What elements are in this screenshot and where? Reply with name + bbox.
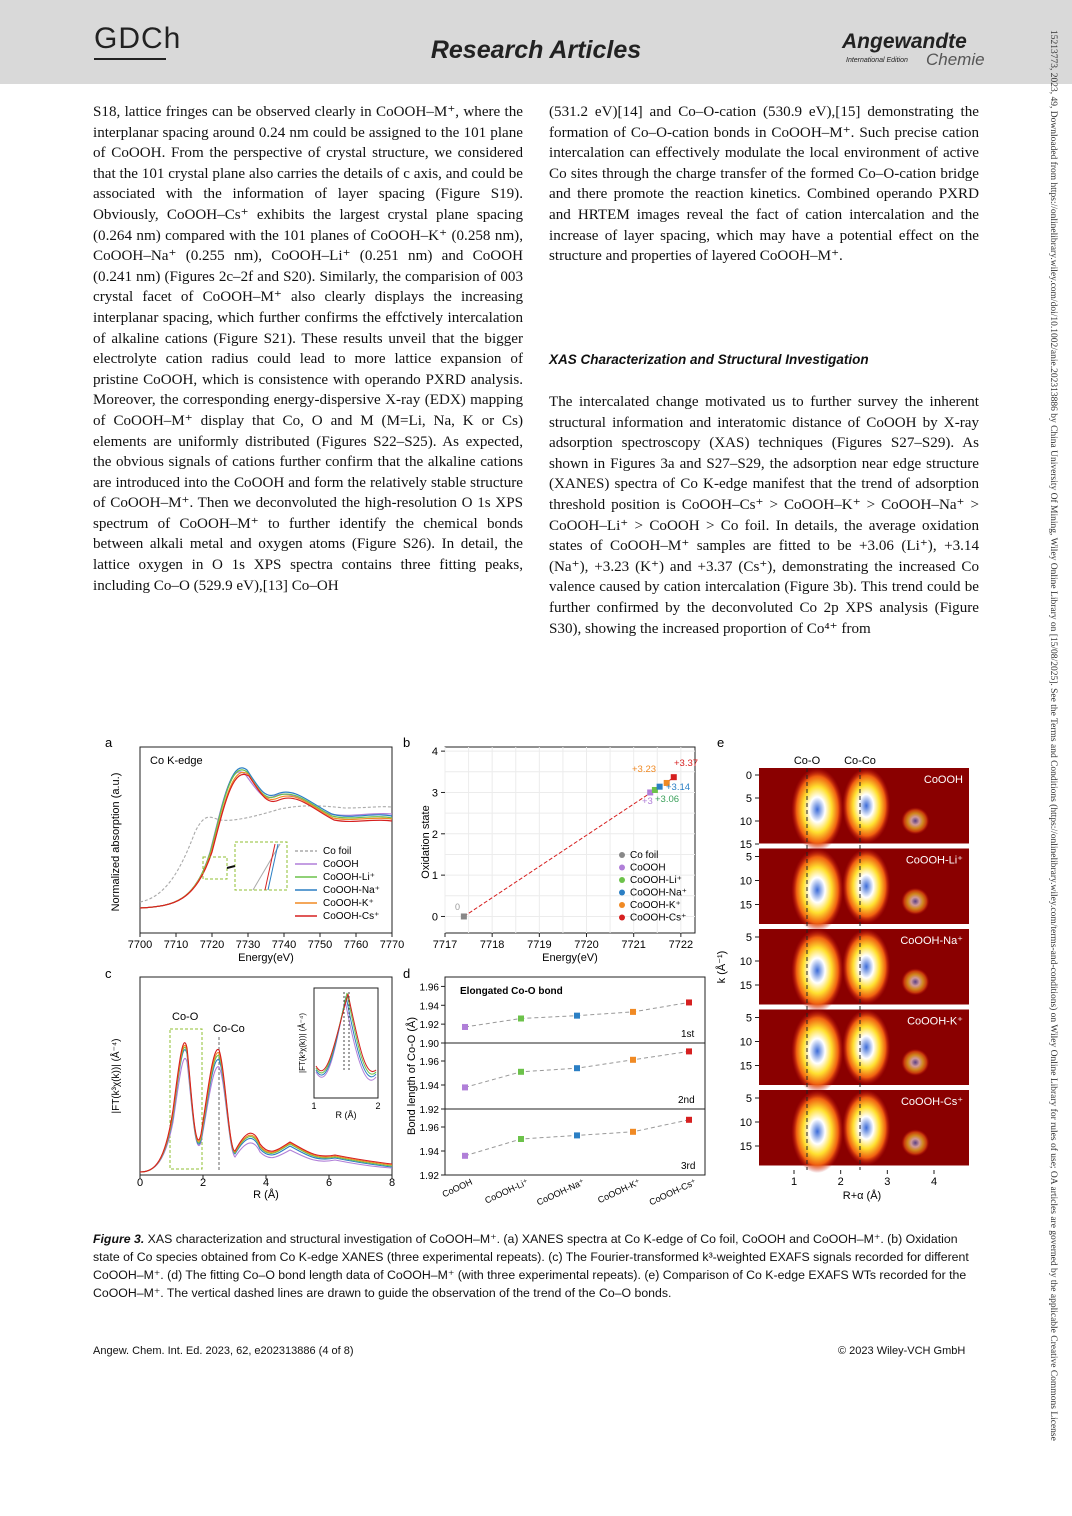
value-label-k: +3.23	[632, 764, 657, 775]
y-tick-label: 15	[739, 839, 752, 851]
footer-citation: Angew. Chem. Int. Ed. 2023, 62, e202313886 (4 of 8)	[93, 1345, 354, 1357]
legend-entry: CoOOH-Cs⁺	[630, 912, 687, 924]
panel-c-ylabel: |FT(k³χ(k))| (Å⁻⁴)	[111, 1038, 122, 1114]
peak-label-coo: Co-O	[172, 1011, 199, 1023]
x-tick-label: 7717	[432, 939, 458, 951]
x-tick-label: 7719	[527, 939, 552, 951]
section-header-title: Research Articles	[430, 36, 642, 64]
panel-letter-c: c	[105, 966, 112, 981]
legend-swatch	[619, 902, 625, 908]
panel-letter-a: a	[105, 735, 113, 750]
category-label: CoOOH-Li⁺	[483, 1176, 530, 1206]
x-tick-label: 7730	[235, 939, 261, 951]
y-tick-label: 5	[745, 1093, 752, 1105]
x-tick-label: 7721	[621, 939, 646, 951]
wt-lobe-coco	[842, 929, 890, 1005]
inset-tick: 2	[375, 1101, 381, 1111]
wt-map-2	[740, 929, 969, 1012]
x-tick-label: 2	[837, 1176, 844, 1188]
y-tick-label: 0	[431, 911, 438, 924]
category-label: CoOOH	[440, 1176, 474, 1200]
data-point	[518, 1015, 524, 1021]
y-tick-label: 1	[431, 870, 438, 883]
value-label-na: +3.14	[666, 782, 691, 793]
data-point	[686, 999, 692, 1005]
panel-b-xticks	[433, 933, 693, 951]
x-tick-label: 3	[884, 1176, 891, 1188]
value-label-cs: +3.37	[674, 758, 699, 769]
panel-a-xticks	[128, 933, 404, 951]
panel-d-categories	[441, 1177, 698, 1208]
panel-a	[110, 747, 404, 964]
panel-e-xlabel: R+α (Å)	[842, 1190, 882, 1202]
y-tick-label: 1.96	[419, 982, 439, 994]
paragraph: (531.2 eV)[14] and Co–O-cation (530.9 eV),[15] demonstrating the formation of Co–O-cation bonds in CoOOH–M⁺. Such precise cation intercalation can effectively modulate the local environment of active Co sites through the charge transfer of the formed Co–O-cation bridge and there promote the reaction kinetics. Combined operando PXRD and HRTEM images reveal the fact of cation intercalation and the increase of layer spacing, which may have a potential effect on the structure and properties of layered CoOOH–M⁺.	[549, 104, 979, 265]
y-tick-label: 1.94	[419, 1147, 439, 1158]
data-point	[686, 1117, 692, 1123]
wt-lobe-coo	[791, 929, 843, 1012]
data-point	[462, 1153, 468, 1159]
data-point	[686, 1048, 692, 1054]
figure-3	[95, 732, 975, 1212]
legend-swatch	[619, 890, 625, 896]
y-tick-label: 1.94	[419, 1001, 439, 1013]
data-point	[462, 1024, 468, 1030]
e-label-coco: Co-Co	[844, 755, 876, 767]
x-tick-label: 7720	[199, 939, 225, 951]
y-tick-label: 1.96	[419, 1123, 439, 1134]
panel-c-inset-ylabel: |FT(k³χ(k))| (Å⁻⁴)	[298, 1013, 307, 1073]
panel-a-xlabel: Energy(eV)	[238, 952, 294, 964]
panel-letter-e: e	[717, 735, 725, 750]
legend-swatch	[619, 865, 625, 871]
figure-caption	[93, 1230, 973, 1302]
gdch-logo: GDCh	[94, 22, 182, 55]
y-tick-label: 1.92	[419, 1020, 439, 1032]
x-tick-label: 1	[790, 1176, 798, 1188]
x-tick-label: 7750	[307, 939, 333, 951]
panel-b-legend	[619, 850, 687, 924]
legend-entry: CoOOH-Na⁺	[323, 885, 380, 896]
category-label: CoOOH-K⁺	[596, 1176, 642, 1206]
y-tick-label: 15	[739, 1060, 752, 1073]
category-label: CoOOH-Na⁺	[535, 1176, 586, 1208]
data-point	[518, 1069, 524, 1075]
x-tick-label: 2	[199, 1177, 207, 1189]
value-label-cooh: +3	[642, 796, 653, 807]
caption-text: XAS characterization and structural investigation of CoOOH–M⁺. (a) XANES spectra at Co K-edge of Co foil, CoOOH and CoOOH–M⁺. (b) Oxidation state of Co species obtained from Co K-edge XANES (three experimental repeats). (c) The Fourier-transformed k³-weighted EXAFS signals recorded for different CoOOH–M⁺. (d) The fitting Co–O bond length data of CoOOH–M⁺ (with three experimental repeats). (e) Comparison of Co K-edge EXAFS WTs recorded for the CoOOH–M⁺. The vertical dashed lines are drawn to guide the observation of the trend of the Co–O bonds.	[93, 1232, 969, 1300]
zoom-inset	[235, 842, 287, 890]
x-tick-label: 7710	[163, 939, 189, 951]
y-tick-label: 5	[745, 851, 752, 864]
x-tick-label: 7700	[127, 939, 153, 951]
panel-e	[715, 755, 969, 1202]
wt-map-label: CoOOH-Na⁺	[900, 935, 963, 947]
y-tick-label: 3	[431, 787, 438, 800]
y-tick-label: 1.92	[419, 1105, 439, 1116]
y-tick-label: 1.92	[419, 1171, 439, 1182]
repeat-label-2nd: 2nd	[678, 1095, 695, 1106]
data-point	[574, 1013, 580, 1019]
download-notice: 15213773, 2023, 49, Downloaded from https://onlinelibrary.wiley.com/doi/10.1002/anie.202313886 by China University Of Mining, Wiley Online Library on [15/08/2025]. See the Terms and Conditions (https://onlinelibrary.wiley.com/terms-and-conditions) on Wiley Online Library for rules of use; OA articles are governed by the applicable Creative Commons License	[1048, 30, 1058, 1441]
wt-map-label: CoOOH	[923, 774, 963, 786]
panel-e-xticks	[791, 1170, 937, 1188]
x-tick-label: 7722	[668, 939, 694, 951]
x-tick-label: 4	[262, 1177, 270, 1189]
legend-entry: CoOOH-K⁺	[323, 898, 374, 909]
panel-c	[109, 977, 395, 1201]
y-tick-label: 10	[739, 1036, 752, 1049]
inset-tick: 1	[311, 1101, 317, 1111]
paragraph: S18, lattice fringes can be observed clearly in CoOOH–M⁺, where the interplanar spacing around 0.24 nm could be assigned to the 101 plane of CoOOH. From the perspective of crystal structure, we considered that the 101 crystal plane also carries the details of c axis, and could be associated with the information of layer spacing (Figure S19). Obviously, CoOOH–Cs⁺ exhibits the largest crystal plane spacing (0.264 nm) compared with the 101 planes of CoOOH–K⁺ (0.258 nm), CoOOH–Na⁺ (0.255 nm), CoOOH–Li⁺ (0.251 nm) and CoOOH (0.241 nm) (Figures 2c–2f and S20). Similarly, the comparision of 003 crystal facet of CoOOH–M⁺ also clearly displays the increasing interplanar spacing, which further confirms the effctively intercalation of alkaline cations (Figure S21). These results unveil that the bigger electrolyte cation radius could lead to more lattice expansion of pristine CoOOH, which is consistence with operando PXRD analysis. Moreover, the corresponding energy-dispersive X-ray (EDX) mapping of CoOOH–M⁺ display that Co, O and M (M=Li, Na, K or Cs) elements are uniformly distributed (Figures S22–S25). As expected, the obvious signals of cations further confirm that the alkaline cations are introduced into the CoOOH and form the relatively stable structure of CoOOH–M⁺. Then we deconvoluted the high-resolution O 1s XPS spectrum of CoOOH–M⁺ to further identify the chemical bonds between alkali metal and oxygen atoms (Figure S26). In detail, the lattice oxygen in O 1s XPS spectra contains three fitting peaks, including Co–O (529.9 eV),[13] Co–OH	[93, 104, 523, 594]
body-column-right-top	[549, 102, 979, 267]
panel-d	[405, 977, 705, 1207]
data-point	[671, 774, 677, 780]
peak-label-coco: Co-Co	[213, 1023, 245, 1035]
data-point	[657, 784, 663, 790]
footer-copyright: © 2023 Wiley-VCH GmbH	[838, 1345, 966, 1357]
legend-swatch	[619, 852, 625, 858]
panel-b-xlabel: Energy(eV)	[542, 952, 598, 964]
panel-a-ylabel: Normalized absorption (a.u.)	[110, 772, 122, 912]
y-tick-label: 1.90	[419, 1039, 439, 1050]
zoom-arrow	[227, 866, 235, 868]
journal-logo-edition: International Edition	[846, 57, 908, 64]
y-tick-label: 15	[739, 899, 752, 912]
y-tick-label: 5	[745, 793, 752, 805]
repeat-label-3rd: 3rd	[681, 1161, 696, 1172]
wt-lobe-outer	[901, 1049, 929, 1076]
wt-lobe-coco	[842, 768, 890, 844]
panel-e-maps	[740, 768, 969, 1173]
x-tick-label: 7718	[479, 939, 505, 951]
data-point	[462, 1084, 468, 1090]
y-tick-label: 10	[739, 816, 752, 828]
legend-swatch	[619, 877, 625, 883]
panel-c-inset-xlabel: R (Å)	[335, 1110, 357, 1120]
wt-map-label: CoOOH-Li⁺	[905, 854, 963, 867]
x-tick-label: 7760	[343, 939, 369, 951]
wt-lobe-outer	[901, 807, 929, 834]
wt-lobe-outer	[901, 888, 929, 915]
y-tick-label: 2	[431, 828, 438, 841]
legend-entry: CoOOH-Na⁺	[630, 887, 687, 899]
wt-lobe-coco	[842, 849, 890, 925]
x-tick-label: 7770	[379, 939, 405, 951]
panel-b-ylabel: Oxidation state	[420, 805, 432, 879]
zoom-box	[203, 857, 227, 879]
panel-d-frame	[445, 977, 705, 1175]
y-tick-label: 0	[745, 770, 752, 782]
wt-lobe-outer	[901, 968, 929, 995]
panel-c-xlabel: R (Å)	[253, 1189, 279, 1201]
body-column-left	[93, 102, 523, 596]
y-tick-label: 1.94	[419, 1081, 439, 1092]
body-column-right-bottom	[549, 392, 979, 639]
panel-b	[420, 746, 698, 964]
x-tick-label: 7720	[574, 939, 599, 951]
wt-lobe-coco	[842, 1010, 890, 1086]
legend-entry: CoOOH	[630, 862, 666, 874]
x-tick-label: 8	[388, 1177, 396, 1189]
paragraph: The intercalated change motivated us to further survey the inherent structural information and interatomic distance of CoOOH by X-ray adsorption spectroscopy (XAS) techniques (Figures S27–S29). As shown in Figures 3a and S27–S29, the adsorption near edge structure (XANES) spectra of Co K-edge manifest that the trend of adsorption threshold position is CoOOH–Cs⁺ > CoOOH–K⁺ > CoOOH–Na⁺ > CoOOH–Li⁺ > CoOOH > Co foil. In details, the average oxidation states of CoOOH–M⁺ samples are fitted to be +3.06 (Li⁺), +3.14 (Na⁺), +3.23 (K⁺) and +3.37 (Cs⁺), demonstrating the increased Co valence caused by cation intercalation (Figure 3b). This trend could be further confirmed by the deconvoluted Co 2p XPS analysis (Figure S30), showing the increased proportion of Co⁴⁺ from	[549, 394, 979, 637]
data-point	[630, 1009, 636, 1015]
legend-entry: Co foil	[630, 850, 659, 861]
panel-b-yticks	[432, 746, 445, 923]
caption-label: Figure 3.	[93, 1232, 145, 1246]
y-tick-label: 1.96	[419, 1057, 439, 1068]
x-tick-label: 4	[930, 1176, 938, 1188]
panel-letter-b: b	[403, 735, 411, 750]
legend-entry: CoOOH-Li⁺	[630, 875, 682, 886]
panel-d-series	[462, 999, 692, 1158]
y-tick-label: 15	[739, 1141, 752, 1153]
wt-lobe-coo	[791, 1010, 843, 1093]
wt-lobe-outer	[901, 1129, 929, 1156]
category-label: CoOOH-Cs⁺	[647, 1176, 698, 1208]
value-label-zero: 0	[455, 902, 461, 912]
data-point	[630, 1129, 636, 1135]
e-label-coo: Co-O	[793, 755, 821, 767]
y-tick-label: 4	[431, 746, 438, 759]
panel-a-legend	[295, 846, 380, 922]
wt-map-label: CoOOH-K⁺	[907, 1015, 963, 1028]
legend-entry: CoOOH-Cs⁺	[323, 911, 380, 922]
data-point	[630, 1057, 636, 1063]
data-point	[574, 1065, 580, 1071]
wt-lobe-coco	[842, 1090, 890, 1166]
wt-map-1	[740, 849, 969, 932]
legend-entry: CoOOH	[323, 859, 359, 870]
data-point	[518, 1136, 524, 1142]
x-tick-label: 0	[136, 1177, 144, 1189]
y-tick-label: 5	[745, 932, 752, 944]
wt-map-0	[740, 768, 969, 851]
data-point	[461, 913, 467, 919]
legend-swatch	[619, 915, 625, 921]
wt-map-label: CoOOH-Cs⁺	[900, 1096, 963, 1108]
panel-d-title: Elongated Co-O bond	[460, 986, 563, 997]
panel-c-xticks	[137, 1175, 395, 1189]
page-header	[0, 0, 1072, 84]
legend-entry: CoOOH-K⁺	[630, 900, 681, 911]
wt-map-4	[740, 1090, 969, 1173]
value-label-li: +3.06	[655, 794, 680, 805]
y-tick-label: 15	[739, 980, 752, 992]
panel-d-yticks	[420, 982, 445, 1182]
panel-letter-d: d	[403, 966, 411, 981]
wt-lobe-coo	[791, 849, 843, 932]
x-tick-label: 6	[325, 1177, 333, 1189]
wt-lobe-coo	[791, 768, 843, 851]
section-heading: XAS Characterization and Structural Investigation	[549, 352, 869, 367]
data-point	[574, 1132, 580, 1138]
legend-entry: CoOOH-Li⁺	[323, 872, 375, 883]
y-tick-label: 10	[739, 1117, 752, 1129]
panel-e-ylabel: k (Å⁻¹)	[716, 950, 728, 984]
legend-entry: Co foil	[323, 846, 352, 857]
y-tick-label: 10	[739, 956, 752, 968]
journal-logo-chemie: Chemie	[926, 50, 985, 69]
repeat-label-1st: 1st	[681, 1029, 695, 1040]
y-tick-label: 10	[739, 875, 752, 888]
y-tick-label: 5	[745, 1012, 752, 1025]
panel-a-title: Co K-edge	[150, 755, 203, 767]
journal-logo-name: Angewandte	[842, 30, 967, 53]
panel-d-ylabel: Bond length of Co-O (Å)	[406, 1016, 418, 1136]
wt-map-3	[740, 1010, 969, 1093]
wt-lobe-coo	[791, 1090, 843, 1173]
x-tick-label: 7740	[271, 939, 297, 951]
